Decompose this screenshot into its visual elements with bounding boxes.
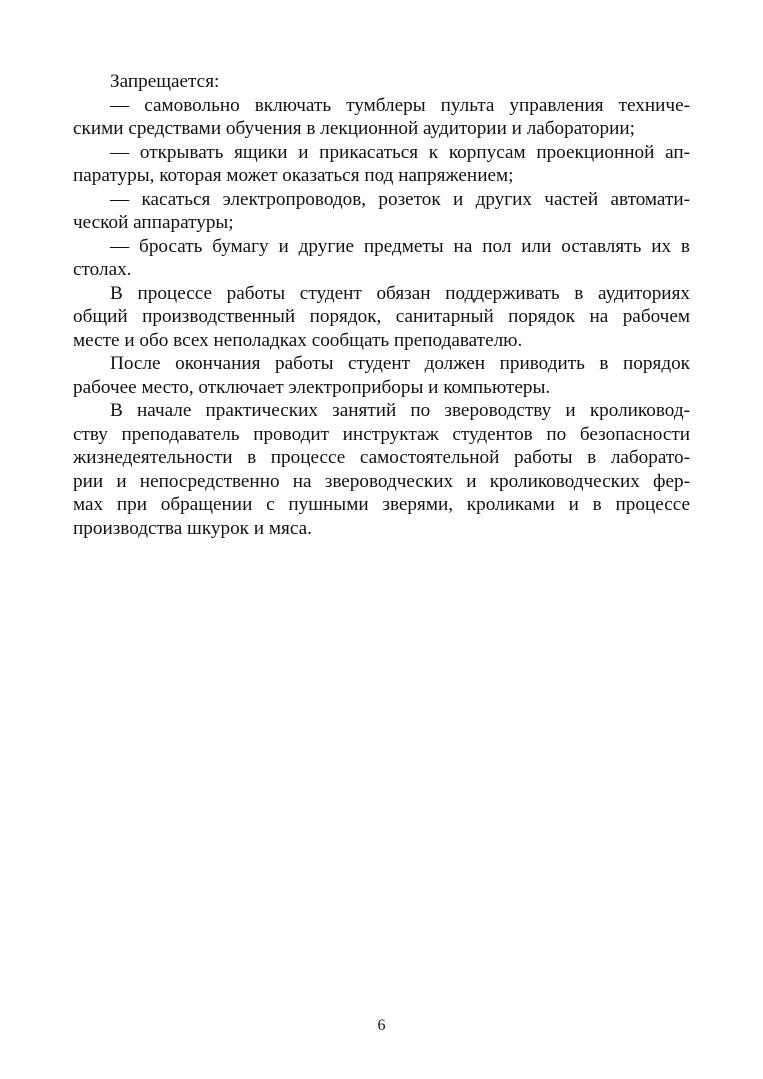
text-line: В процессе работы студент обязан поддерживать в аудиториях xyxy=(110,282,690,304)
text-line: месте и обо всех неполадках сообщать преподавателю. xyxy=(73,329,523,351)
paragraph-after-work xyxy=(73,352,690,399)
page-number: 6 xyxy=(377,1017,386,1034)
text-line: — самовольно включать тумблеры пульта управления техниче- xyxy=(110,94,690,116)
text-line: столах. xyxy=(73,259,132,280)
text-line: ческой аппаратуры; xyxy=(73,212,234,233)
text-line: паратуры, которая может оказаться под напряжением; xyxy=(73,165,514,186)
paragraph-toggle-switches xyxy=(73,94,690,141)
paragraph-safety-briefing xyxy=(73,399,690,540)
text-line: мах при обращении с пушными зверями, кроликами и в процессе xyxy=(73,494,690,515)
text-line: — открывать ящики и прикасаться к корпусам проекционной ап- xyxy=(110,141,690,163)
text-line: рии и непосредственно на звероводческих и кролиководческих фер- xyxy=(73,470,690,492)
paragraph-electrical-wiring xyxy=(73,188,690,235)
text-line: производства шкурок и мяса. xyxy=(73,517,312,539)
paragraph-order-maintenance xyxy=(73,282,690,353)
document-body xyxy=(73,70,690,540)
text-line: После окончания работы студент должен приводить в порядок xyxy=(110,353,690,374)
text-line: В начале практических занятий по звероводству и кроликовод- xyxy=(110,400,690,421)
text-line: жизнедеятельности в процессе самостоятельной работы в лаборато- xyxy=(73,447,690,468)
paragraph-throwing-paper xyxy=(73,235,690,282)
text-line: рабочее место, отключает электроприборы и компьютеры. xyxy=(73,376,551,398)
paragraph-prohibited-heading xyxy=(73,70,690,94)
text-line: скими средствами обучения в лекционной аудитории и лаборатории; xyxy=(73,118,635,139)
text-line: — касаться электропроводов, розеток и других частей автомати- xyxy=(110,188,690,210)
text-line: Запрещается: xyxy=(110,71,220,92)
text-line: ству преподаватель проводит инструктаж студентов по безопасности xyxy=(73,423,690,445)
paragraph-projection-equipment xyxy=(73,141,690,188)
text-line: — бросать бумагу и другие предметы на пол или оставлять их в xyxy=(110,235,690,257)
text-line: общий производственный порядок, санитарный порядок на рабочем xyxy=(73,306,690,327)
